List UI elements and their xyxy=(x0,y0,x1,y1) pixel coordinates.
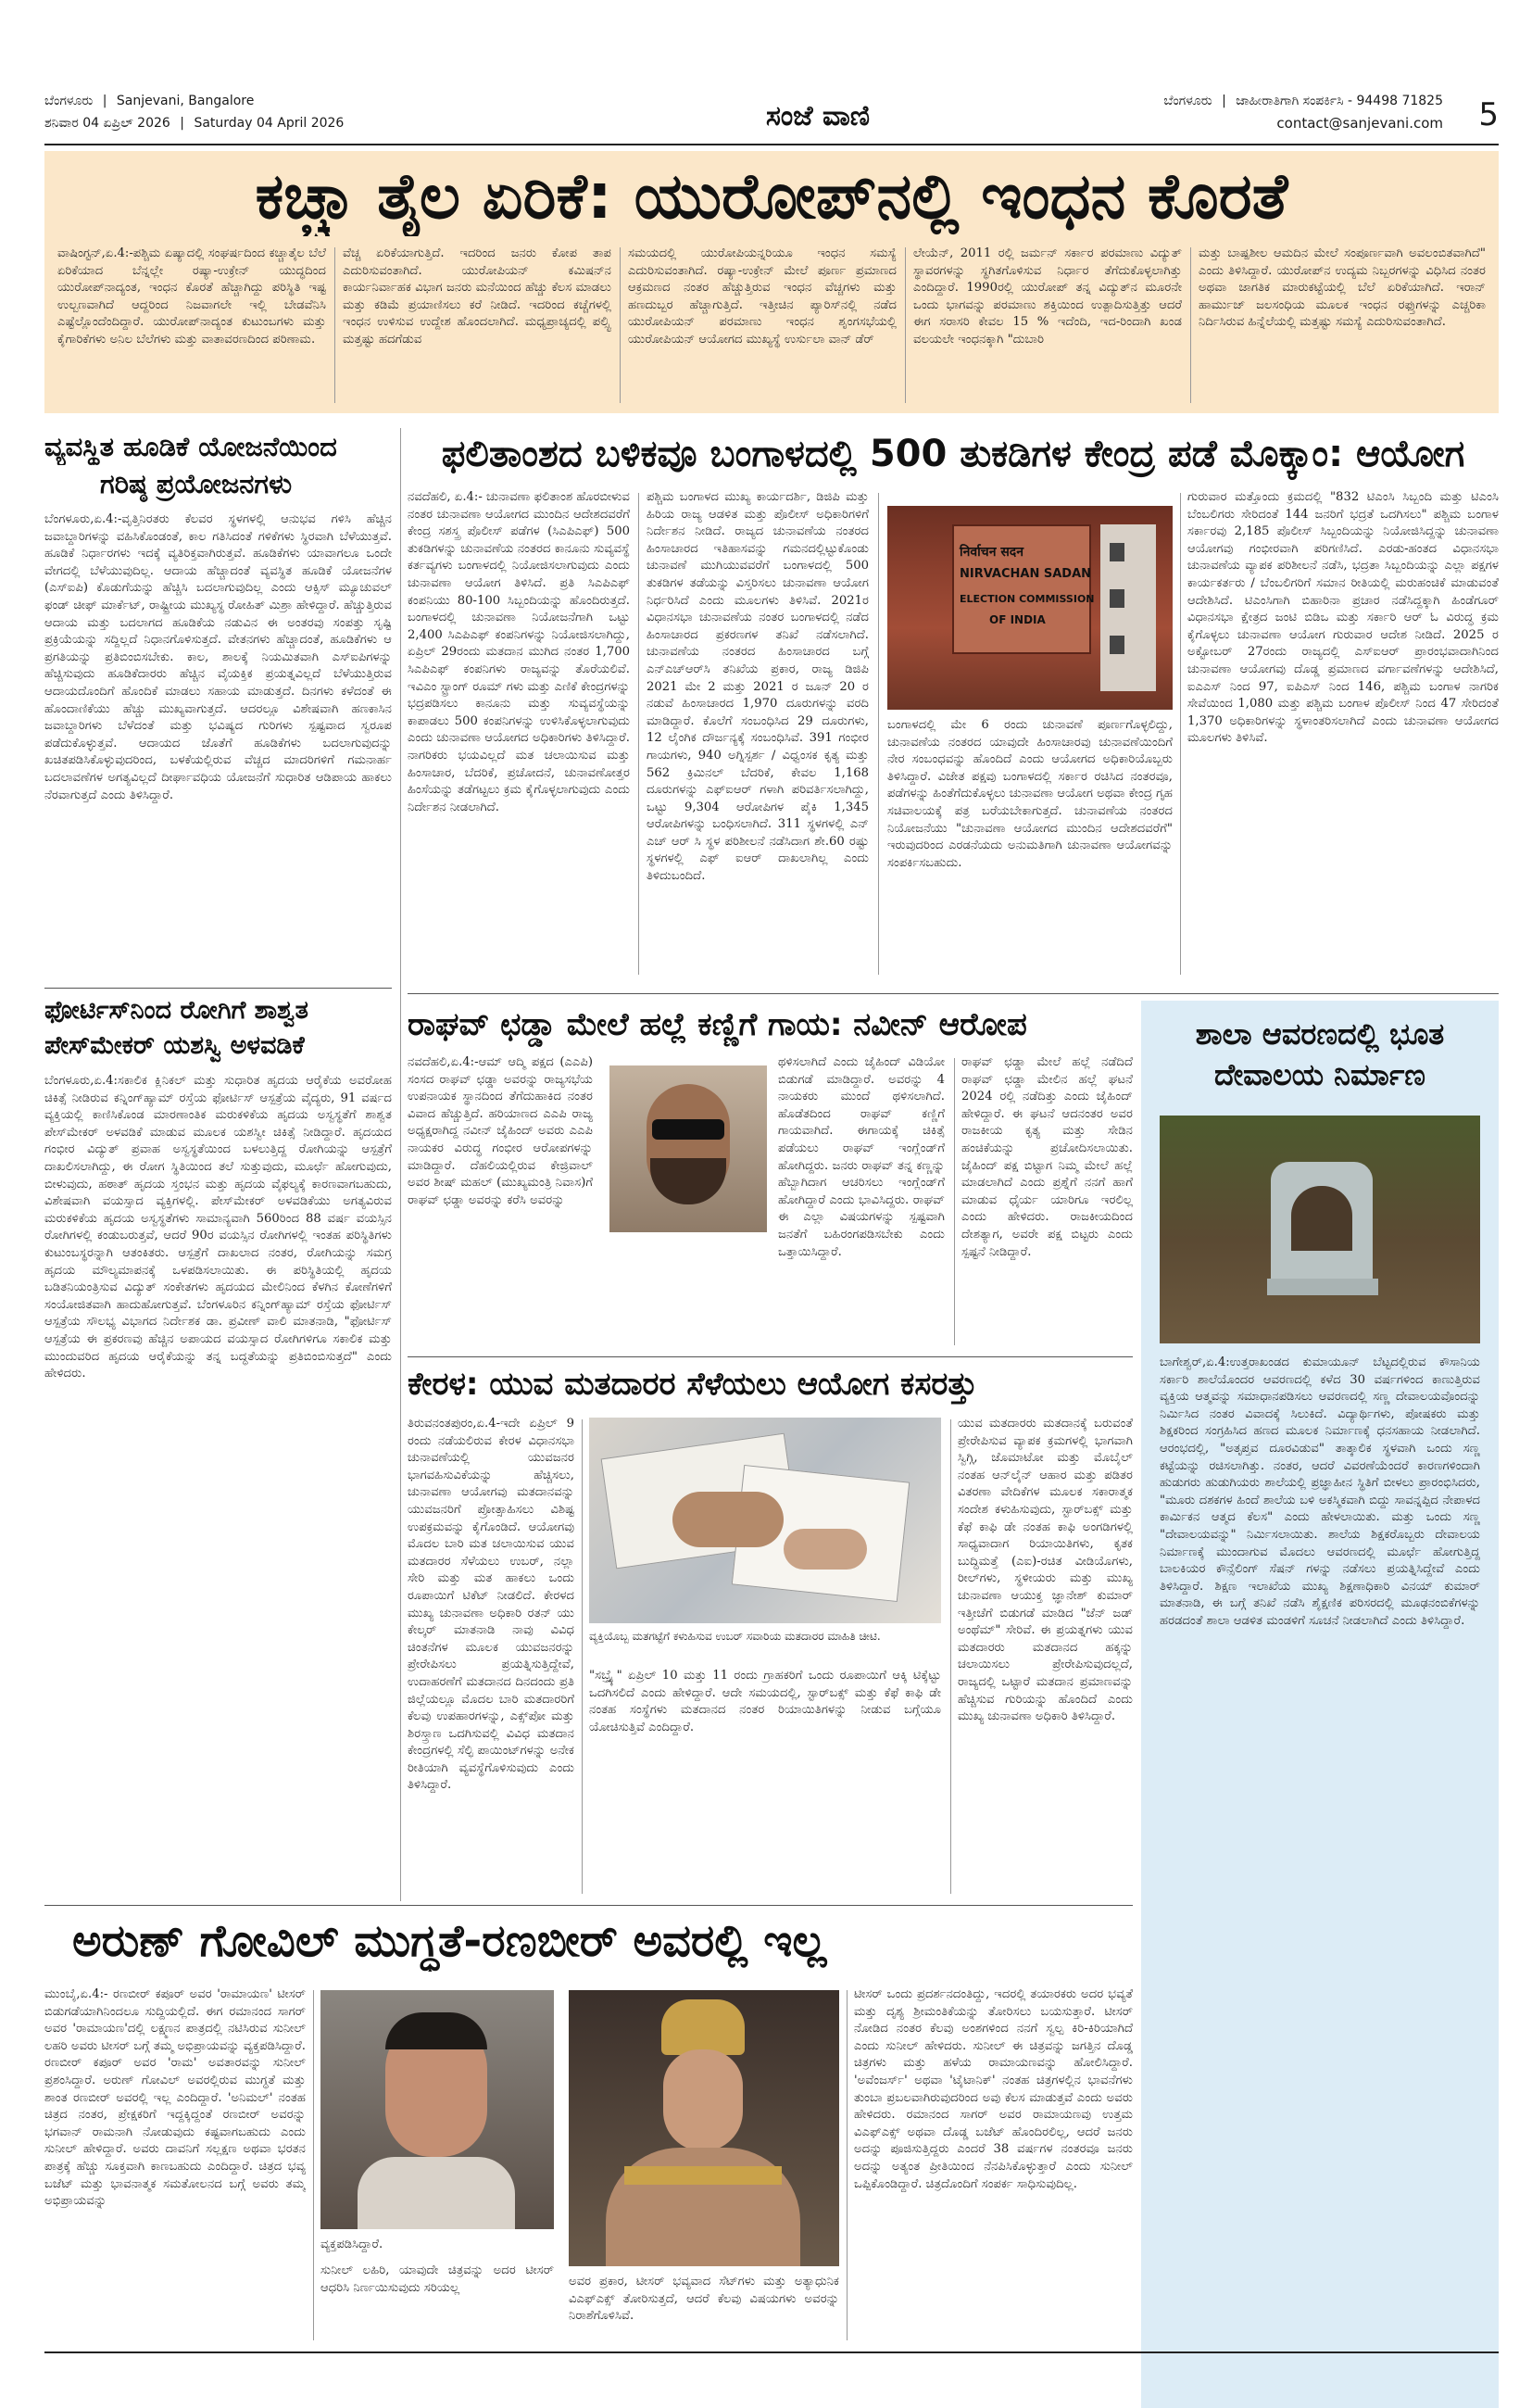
masthead-rule xyxy=(44,144,1499,145)
temple-headline-1: ಶಾಲಾ ಆವರಣದಲ್ಲಿ ಭೂತ xyxy=(1195,1016,1445,1052)
masthead-date-en: Saturday 04 April 2026 xyxy=(194,116,345,131)
lead-col-4: ಲೇಯೆನ್, 2011 ರಲ್ಲಿ ಜರ್ಮನ್ ಸರ್ಕಾರ ಪರಮಾಣು ವಿದ್ಯುತ್ ಸ್ಥಾವರಗಳನ್ನು ಸ್ಥಗಿತಗೊಳಿಸುವ ನಿರ್ಧಾರ ತೆಗೆದುಕೊಳ್ಳಲಾಗಿತ್ತು ಎಂದಿದ್ದಾರೆ. 1990ರಲ್ಲಿ ಯುರೋಪ್ ತನ್ನ ವಿದ್ಯುತ್‌ನ ಮೂರನೇ ಒಂದು ಭಾಗವನ್ನು ಪರಮಾಣು ಶಕ್ತಿಯಿಂದ ಉತ್ಪಾದಿಸುತ್ತಿತ್ತು ಆದರೆ ಈಗ ಸರಾಸರಿ ಕೇವಲ 15 % ಇದೆಂದಿ, ಇದ-ರಿಂದಾಗಿ ಖಂಡ ವಲಯಲೇ ಇಂಧನಕ್ಕಾಗಿ "ದುಬಾರಿ xyxy=(913,246,1182,347)
masthead-city-right: ಬೆಂಗಳೂರು xyxy=(1163,94,1212,108)
arun-story xyxy=(44,1910,1133,2346)
kerala-photo xyxy=(589,1418,941,1623)
photo-sign-en-1: NIRVACHAN SADAN xyxy=(960,567,1092,581)
photo-sign-hindi: निर्वाचन सदन xyxy=(960,545,1024,560)
arun-headline: ಅರುಣ್ ಗೋವಿಲ್ ಮುಗ್ಧತೆ-ರಣಬೀರ್ ಅವರಲ್ಲಿ ಇಲ್ಲ xyxy=(72,1915,827,1967)
masthead-paper-name: Sanjevani, Bangalore xyxy=(116,94,255,108)
kerala-col-1: ತಿರುವನಂತಪುರಂ,ಏ.4-ಇದೇ ಏಪ್ರಿಲ್ 9 ರಂದು ನಡೆಯಲಿರುವ ಕೇರಳ ವಿಧಾನಸಭಾ ಚುನಾವಣೆಯಲ್ಲಿ ಯುವಜನರ ಭಾಗವಹಿಸುವಿಕೆಯನ್ನು ಹೆಚ್ಚಿಸಲು, ಚುನಾವಣಾ ಆಯೋಗವು ಮತದಾನವನ್ನು ಯುವಜನರಿಗೆ ಪ್ರೋತ್ಸಾಹಿಸಲು ವಿಶಿಷ್ಟ ಉಪಕ್ರಮವನ್ನು ಕೈಗೊಂಡಿದೆ. ಆಯೋಗವು ಮೊದಲ ಬಾರಿ ಮತ ಚಲಾಯಿಸುವ ಯುವ ಮತದಾರರ ಸೆಳೆಯಲು ಉಬರ್, ನಲ್ಲಾ ಸೇರಿ ಮತ್ತು ಮತ ಹಾಕಲು ಒಂದು ರೂಪಾಯಿಗೆ ಟಿಕೆಟ್ ನೀಡಲಿದೆ. ಕೇರಳದ ಮುಖ್ಯ ಚುನಾವಣಾ ಅಧಿಕಾರಿ ರತನ್ ಯು ಕೇಲ್ಕರ್ ಮಾತನಾಡಿ ನಾವು ವಿವಿಧ ಚಿಂತನೆಗಳ ಮೂಲಕ ಯುವಜನರನ್ನು ಪ್ರೇರೇಪಿಸಲು ಪ್ರಯತ್ನಿಸುತ್ತಿದ್ದೇವೆ, ಉದಾಹರಣೆಗೆ ಮತದಾನದ ದಿನದಂದು ಪ್ರತಿ ಜಿಲ್ಲೆಯಲ್ಲೂ ಮೊದಲ ಬಾರಿ ಮತದಾರರಿಗೆ ಕೆಲವು ಉಪಹಾರಗಳನ್ನು, ಎಕ್ಸ್‌ಪೋ ಮತ್ತು ಶಿರಸ್ತ್ರಾಣ ಒದಗಿಸುವಲ್ಲಿ ವಿವಿಧ ಮತದಾನ ಕೇಂದ್ರಗಳಲ್ಲಿ ಸೆಲ್ಫಿ ಪಾಯಿಂಟ್‌ಗಳನ್ನು ಅನೇಕ ರೀತಿಯಾಗಿ ವ್ಯವಸ್ಥೆಗೊಳಿಸುವುದು ಎಂದು ತಿಳಿಸಿದ್ದಾರೆ. xyxy=(408,1417,574,1793)
raghav-col-3: ರಾಘವ್ ಛಡ್ಡಾ ಮೇಲೆ ಹಲ್ಲೆ ನಡೆದಿದೆ ರಾಘವ್ ಛಡ್ಡಾ ಮೇಲಿನ ಹಲ್ಲೆ ಘಟನೆ 2024 ರಲ್ಲಿ ನಡೆದಿತ್ತು ಎಂದು ಜೈಹಿಂದ್ ಹೇಳಿದ್ದಾರೆ. ಈ ಘಟನೆ ಆದನಂತರ ಅವರ ರಾಜಕೀಯ ಕೃತ್ಯ ಮತ್ತು ಸೇಡಿನ ಹಂಚಿಕೆಯನ್ನು ಪ್ರಚೋದಿಸಲಾಯಿತು. ಜೈಹಿಂದ್ ಪಕ್ಷ ಬಿಟ್ಟಾಗ ನಿಮ್ಮ ಮೇಲೆ ಹಲ್ಲೆ ಮಾಡಲಾಗಿದೆ ಎಂದು ಪ್ರಶ್ನೆಗೆ ನನಗೆ ಹಾಗೆ ಮಾಡುವ ಧೈರ್ಯ ಯಾರಿಗೂ ಇರಲಿಲ್ಲ ಎಂದು ಹೇಳಿದರು. ರಾಜಕೀಯದಿಂದ ದೇಶತ್ಯಾಗ, ಅವರೇ ಪಕ್ಷ ಬಿಟ್ಟರು ಎಂದು ಸ್ಪಷ್ಟನೆ ನೀಡಿದ್ದಾರೆ. xyxy=(961,1055,1133,1259)
arun-col-1: ಮುಂಬೈ,ಏ.4:- ರಣಬೀರ್ ಕಪೂರ್ ಅವರ 'ರಾಮಾಯಣ' ಟೀಸರ್ ಬಿಡುಗಡೆಯಾಗಿನಿಂದಲೂ ಸುದ್ದಿಯಲ್ಲಿದೆ. ಈಗ ರಮಾನಂದ ಸಾಗರ್ ಅವರ 'ರಾಮಾಯಣ'ದಲ್ಲಿ ಲಕ್ಷ್ಮಣನ ಪಾತ್ರದಲ್ಲಿ ನಟಿಸಿರುವ ಸುನೀಲ್ ಲಹರಿ ಅವರು ಟೀಸರ್ ಬಗ್ಗೆ ತಮ್ಮ ಅಭಿಪ್ರಾಯವನ್ನು ವ್ಯಕ್ತಪಡಿಸಿದ್ದಾರೆ. ರಣಬೀರ್ ಕಪೂರ್ ಅವರ 'ರಾಮ' ಅವತಾರವನ್ನು ಸುನೀಲ್ ಪ್ರಶಂಸಿದ್ದಾರೆ. ಅರುಣ್ ಗೋವಿಲ್ ಅವರಲ್ಲಿರುವ ಮುಗ್ಧತೆ ಮತ್ತು ಶಾಂತ ರಣಬೀರ್ ಅವರಲ್ಲಿ ಇಲ್ಲ ಎಂದಿದ್ದಾರೆ. 'ಅನಿಮಲ್' ನಂತಹ ಚಿತ್ರದ ನಂತರ, ಪ್ರೇಕ್ಷಕರಿಗೆ ಇದ್ದಕ್ಕಿದ್ದಂತೆ ರಣಬೀರ್ ಅವರನ್ನು ಭಗವಾನ್ ರಾಮನಾಗಿ ನೋಡುವುದು ಕಷ್ಟವಾಗಬಹುದು ಎಂದು ಸುನೀಲ್ ಹೇಳಿದ್ದಾರೆ. ಅವರು ದಾವನಿಗೆ ಸಲ್ಲಕ್ಷಣ ಅಥವಾ ಭರತನ ಪಾತ್ರಕ್ಕೆ ಹೆಚ್ಚು ಸೂಕ್ತವಾಗಿ ಕಾಣಬಹುದು ಎಂದಿದ್ದಾರೆ. ಚಿತ್ರದ ಭವ್ಯ ಬಜೆಟ್ ಮತ್ತು ಭಾವನಾತ್ಮಕ ಸಮತೋಲನದ ಬಗ್ಗೆ ಅವರು ತಮ್ಮ ಅಭಿಪ್ರಾಯವನ್ನು xyxy=(44,1987,306,2209)
election-commission-photo xyxy=(887,506,1173,710)
arun-col-3: ಅವರ ಪ್ರಕಾರ, ಟೀಸರ್ ಭವ್ಯವಾದ ಸೆಟ್‌ಗಳು ಮತ್ತು ಅತ್ಯಾಧುನಿಕ ವಿಎಫ್‌ಎಕ್ಸ್ ತೋರಿಸುತ್ತದೆ, ಆದರೆ ಕೆಲವು ವಿಷಯಗಳು ಅವರನ್ನು ನಿರಾಶೆಗೊಳಿಸಿವೆ. xyxy=(569,2275,839,2324)
pacemaker-headline-1: ಫೋರ್ಟಿಸ್‌ನಿಂದ ರೋಗಿಗೆ ಶಾಶ್ವತ xyxy=(44,996,308,1025)
kerala-caption: ವ್ಯಕ್ತಿಯೊಬ್ಬ ಮತಗಟ್ಟೆಗೆ ಕಳುಹಿಸುವ ಉಬರ್ ಸವಾರಿಯ ಮತದಾರರ ಮಾಹಿತಿ ಚೀಟಿ. xyxy=(589,1630,881,1643)
kerala-col-2: "ಸಬ್ಸ್ಕ್ರೈ" ಏಪ್ರಿಲ್ 10 ಮತ್ತು 11 ರಂದು ಗ್ರಾಹಕರಿಗೆ ಒಂದು ರೂಪಾಯಿಗೆ ಆಕ್ಕಿ ಟಿಕ್ಕೆಟ್ಟು ಒದಗಿಸಲಿದೆ ಎಂದು ಹೇಳಿದ್ದಾರೆ. ಆದೇ ಸಮಯದಲ್ಲಿ, ಸ್ಟಾರ್‌ಬಕ್ಸ್ ಮತ್ತು ಕೆಫೆ ಕಾಫಿ ಡೇ ನಂತಹ ಸಂಸ್ಥೆಗಳು ಮತದಾನದ ನಂತರ ರಿಯಾಯಿತಿಗಳನ್ನು ನೀಡುವ ಬಗ್ಗೆಯೂ ಯೋಚಿಸುತ್ತಿವೆ ಎಂದಿದ್ದಾರೆ. xyxy=(589,1669,941,1734)
page-bottom-rule xyxy=(44,2351,1499,2353)
kerala-story xyxy=(408,1360,1133,1901)
arun-col-4: ಟೀಸರ್ ಒಂದು ಪ್ರದರ್ಶನದಂತಿದ್ದು, ಇದರಲ್ಲಿ ತಯಾರಕರು ಅದರ ಭವ್ಯತೆ ಮತ್ತು ದೃಶ್ಯ ಶ್ರೀಮಂತಿಕೆಯನ್ನು ತೋರಿಸಲು ಬಯಸುತ್ತಾರೆ. ಟೀಸರ್ ನೋಡಿದ ನಂತರ ಕೆಲವು ಅಂಶಗಳಿಂದ ನನಗೆ ಸ್ವಲ್ಪ ಕಿರಿ-ಕಿರಿಯಾಗಿದೆ ಎಂದು ಸುನೀಲ್ ಹೇಳಿದರು. ಸುನೀಲ್ ಈ ಚಿತ್ರವನ್ನು ಜಗತ್ತಿನ ದೊಡ್ಡ ಚಿತ್ರಗಳು ಮತ್ತು ಹಳೆಯ ರಾಮಾಯಣವನ್ನು ಹೋಲಿಸಿದ್ದಾರೆ. 'ಅವೆಂಜರ್ಸ್' ಅಥವಾ 'ಟೈಟಾನಿಕ್' ನಂತಹ ಚಿತ್ರಗಳಲ್ಲಿನ ಭಾವನೆಗಳು ತುಂಬಾ ಪ್ರಬಲವಾಗಿರುವುದರಿಂದ ಅವು ಕೆಲಸ ಮಾಡುತ್ತವೆ ಎಂದು ಅವರು ಹೇಳಿದರು. ರಮಾನಂದ ಸಾಗರ್ ಅವರ ರಾಮಾಯಣವು ಉತ್ತಮ ವಿಎಫ್‌ಎಕ್ಸ್ ಅಥವಾ ದೊಡ್ಡ ಬಜೆಟ್ ಹೊಂದಿರಲಿಲ್ಲ, ಆದರೆ ಜನರು ಅದನ್ನು ಪೂಜಿಸುತ್ತಿದ್ದರು ಎಂದರೆ 38 ವರ್ಷಗಳ ನಂತರವೂ ಜನರು ಅದನ್ನು ಅತ್ಯಂತ ಪ್ರೀತಿಯಿಂದ ನೆನಪಿಸಿಕೊಳ್ಳುತ್ತಾರೆ ಎಂದು ಸುನೀಲ್ ಒಪ್ಪಿಕೊಂಡಿದ್ದಾರೆ. ಚಿತ್ರದೊಂದಿಗೆ ಸಂಪರ್ಕ ಸಾಧಿಸುವುದಿಲ್ಲ. xyxy=(854,1987,1133,2191)
kerala-col-3: ಯುವ ಮತದಾರರು ಮತದಾನಕ್ಕೆ ಬರುವಂತೆ ಪ್ರೇರೇಪಿಸುವ ವ್ಯಾಪಕ ಕ್ರಮಗಳಲ್ಲಿ ಭಾಗವಾಗಿ ಸ್ವಿಗ್ಗಿ, ಜೊಮಾಟೋ ಮತ್ತು ಮೊಬೈಲ್ ನಂತಹ ಆನ್‌ಲೈನ್ ಆಹಾರ ಮತ್ತು ಪಡಿತರ ವಿತರಣಾ ವೇದಿಕೆಗಳ ಮೂಲಕ ಸಕಾರಾತ್ಮಕ ಸಂದೇಶ ಕಳುಹಿಸುವುದು, ಸ್ಟಾರ್‌ಬಕ್ಸ್ ಮತ್ತು ಕೆಫೆ ಕಾಫಿ ಡೇ ನಂತಹ ಕಾಫಿ ಅಂಗಡಿಗಳಲ್ಲಿ ಸಾಧ್ಯವಾದಾಗ ರಿಯಾಯಿತಿಗಳು, ಕೃತಕ ಬುದ್ಧಿಮತ್ತೆ (ಎಐ)-ರಚಿತ ವೀಡಿಯೊಗಳು, ರೀಲ್‌ಗಳು, ಸ್ಥಳೀಯರು ಮತ್ತು ಮುಖ್ಯ ಚುನಾವಣಾ ಆಯುಕ್ತ ಜ್ಞಾನೇಶ್ ಕುಮಾರ್ ಇತ್ತೀಚೆಗೆ ಬಿಡುಗಡೆ ಮಾಡಿದ "ಜೆನ್ ಜಡ್ ಅಂಥೆಮ್" ಸೇರಿವೆ. ಈ ಪ್ರಯತ್ನಗಳು ಯುವ ಮತದಾರರು ಮತದಾನದ ಹಕ್ಕನ್ನು ಚಲಾಯಿಸಲು ಪ್ರೇರೇಪಿಸುವುದಲ್ಲದೆ, ರಾಜ್ಯದಲ್ಲಿ ಒಟ್ಟಾರೆ ಮತದಾನ ಪ್ರಮಾಣವನ್ನು ಹೆಚ್ಚಿಸುವ ಗುರಿಯನ್ನು ಹೊಂದಿದೆ ಎಂದು ಮುಖ್ಯ ಚುನಾವಣಾ ಅಧಿಕಾರಿ ತಿಳಿಸಿದ್ದಾರೆ. xyxy=(958,1417,1133,1724)
investment-body: ಬೆಂಗಳೂರು,ಏ.4:-ವೃತ್ತಿನಿರತರು ಕೆಲವರ ಸ್ಥಳಗಳಲ್ಲಿ ಆನುಭವ ಗಳಿಸಿ ಹೆಚ್ಚಿನ ಜವಾಬ್ದಾರಿಗಳನ್ನು ವಹಿಸಿಕೊಂಡಂತೆ, ಕಾಲ ಗತಿಸಿದಂತೆ ಗಳಿಕೆಗಳು ಸ್ಥಿರವಾಗಿ ಬೆಳೆಯುತ್ತವೆ. ಹೂಡಿಕೆ ನಿರ್ಧಾರಗಳು ಇದಕ್ಕೆ ವ್ಯತಿರಿಕ್ತವಾಗಿರುತ್ತವೆ. ಹೂಡಿಕೆಗಳು ಯಾವಾಗಲೂ ಒಂದೇ ವೇಗದಲ್ಲಿ ಬೆಳೆಯುವುದಿಲ್ಲ. ಆದಾಯ ಹೆಚ್ಚಾದಂತೆ ವ್ಯವಸ್ಥಿತ ಹೂಡಿಕೆ ಯೋಜನೆಗಳ (ಎಸ್‌ಐಪಿ) ಕೊಡುಗೆಯನ್ನು ಹೆಚ್ಚಿಸಿ ಬದಲಾಗುವುದಿಲ್ಲ ಎಂದು ಆಕ್ಸಿಸ್ ಮ್ಯೂಚುವಲ್ ಫಂಡ್ ಚೀಫ್ ಮಾರ್ಕೆಟ್, ರಾಷ್ಟ್ರೀಯ ಮುಖ್ಯಸ್ಥ ರೋಹಿತ್ ಮಿಶ್ರಾ ಹೇಳಿದ್ದಾರೆ. ಹೆಚ್ಚುತ್ತಿರುವ ಆದಾಯ ಮತ್ತು ಬದಲಾಗದ ಹೂಡಿಕೆಯ ನಡುವಿನ ಈ ಅಂತರವು ಸಂಪತ್ತು ಸೃಷ್ಟಿ ಪ್ರಕ್ರಿಯೆಯನ್ನು ಸದ್ದಿಲ್ಲದೆ ನಿಧಾನಗೊಳಿಸುತ್ತದೆ. ವೇತನಗಳು ಹೆಚ್ಚಾದಂತೆ, ಹೂಡಿಕೆಗಳು ಆ ಪ್ರಗತಿಯನ್ನು ಪ್ರತಿಬಿಂಬಿಸಬೇಕು. ಕಾಲ, ಶಾಲಕ್ಕೆ ನಿಯಮಿತವಾಗಿ ಎಸ್‌ಐಪಿಗಳನ್ನು ಹೆಚ್ಚಿಸುವುದು ಹೂಡಿಕೆದಾರರು ಹೆಚ್ಚಿನ ವೈಯಕ್ತಿಕ ಪ್ರಯತ್ನವಿಲ್ಲದೆ ಬೆಳೆಯುತ್ತಿರುವ ಆದಾಯದೊಂದಿಗೆ ಹೊಂದಿಕೆ ಮಾಡಲು ಸಹಾಯ ಮಾಡುತ್ತದೆ. ದಿನಗಳು ಕಳೆದಂತೆ ಈ ಹೊಂದಾಣಿಕೆಯು ಹೆಚ್ಚು ಮುಖ್ಯವಾಗುತ್ತದೆ. ಆದರಲ್ಲೂ ವಿಶೇಷವಾಗಿ ಹಣಕಾಸಿನ ಜವಾಬ್ದಾರಿಗಳು ಬೆಳೆದಂತೆ ಮತ್ತು ಭವಿಷ್ಯದ ಗುರಿಗಳು ಸ್ಪಷ್ಟವಾದ ಸ್ವರೂಪ ಪಡೆದುಕೊಳ್ಳುತ್ತವೆ. ಆದಾಯದ ಜೊತೆಗೆ ಹೂಡಿಕೆಗಳು ಬದಲಾಗುವುದನ್ನು ಖಚಿತಪಡಿಸಿಕೊಳ್ಳುವುದರಿಂದ, ಬಳಕೆಯಲ್ಲಿರುವ ವೆಚ್ಚದ ಮಾದರಿಗಳಿಗೆ ಗಮನಾರ್ಹ ಬದಲಾವಣೆಗಳ ಅಗತ್ಯವಿಲ್ಲದೆ ದೀರ್ಘಾವಧಿಯ ಯೋಜನೆಗೆ ಸುಧಾರಿತ ಆಡಿಪಾಯ ಹಾಕಲು ನೆರವಾಗುತ್ತದೆ ಎಂದು ತಿಳಿಸಿದ್ದಾರೆ. xyxy=(44,512,392,802)
masthead-date-kn: ಶನಿವಾರ 04 ಏಪ್ರಿಲ್ 2026 xyxy=(44,116,170,131)
ranbir-photo xyxy=(569,1990,839,2266)
arun-col-2: ಸುನೀಲ್ ಲಹಿರಿ, ಯಾವುದೇ ಚಿತ್ರವನ್ನು ಅದರ ಟೀಸರ್ ಆಧರಿಸಿ ನಿರ್ಣಯಿಸುವುದು ಸರಿಯಲ್ಲ xyxy=(320,2263,554,2295)
investment-story xyxy=(44,428,392,982)
pacemaker-story xyxy=(44,993,392,1901)
raghav-photo xyxy=(609,1065,767,1232)
masthead-ad-contact: ಜಾಹೀರಾತಿಗಾಗಿ ಸಂಪರ್ಕಿಸಿ - 94498 71825 xyxy=(1236,94,1443,108)
lead-col-3: ಸಮಯದಲ್ಲಿ ಯುರೋಪಿಯನ್ನರಿಯೂ ಇಂಧನ ಸಮಸ್ಯೆ ಎದುರಿಸುವಂತಾಗಿದೆ. ರಷ್ಯಾ-ಉಕ್ರೇನ್ ಮೇಲೆ ಪೂರ್ಣ ಪ್ರಮಾಣದ ಆಕ್ರಮಣದ ನಂತರ ಹೆಚ್ಚುತ್ತಿರುವ ಇಂಧನ ವೆಚ್ಚಗಳು ಮತ್ತು ಹಣದುಬ್ಬರ ಹೆಚ್ಚಾಗುತ್ತಿದೆ. ಇತ್ತೀಚಿನ ಪ್ಯಾರಿಸ್‌ನಲ್ಲಿ ನಡೆದ ಯುರೋಪಿಯನ್ ಪರಮಾಣು ಇಂಧನ ಶೃಂಗಸಭೆಯಲ್ಲಿ ಯುರೋಪಿಯನ್ ಆಯೋಗದ ಮುಖ್ಯಸ್ಥೆ ಉರ್ಸುಲಾ ವಾನ್ ಡೆರ್ xyxy=(628,246,897,347)
raghav-col-2: ಥಳಿಸಲಾಗಿದೆ ಎಂದು ಜೈಹಿಂದ್ ವಿಡಿಯೋ ಬಿಡುಗಡೆ ಮಾಡಿದ್ದಾರೆ. ಅವರನ್ನು 4 ನಾಯಕರು ಮುಂದೆ ಥಳಿಸಲಾಗಿದೆ. ಹೊಡೆತದಿಂದ ರಾಘವ್ ಕಣ್ಣಿಗೆ ಗಾಯವಾಗಿದೆ. ಈಗಾಯಕ್ಕೆ ಚಿಕಿತ್ಸೆ ಪಡೆಯಲು ರಾಘವ್ ಇಂಗ್ಲೆಂಡ್‌ಗೆ ಹೋಗಿದ್ದರು. ಜನರು ರಾಘವ್ ತನ್ನ ಕಣ್ಣನ್ನು ಹೆಬ್ಬಾಗಿದಾಗ ಆಚರಿಸಲು ಇಂಗ್ಲೆಂಡ್‌ಗೆ ಹೋಗಿದ್ದಾರೆ ಎಂದು ಭಾವಿಸಿದ್ದರು. ರಾಘವ್ ಈ ಎಲ್ಲಾ ವಿಷಯಗಳನ್ನು ಸ್ಪಷ್ಟವಾಗಿ ಜನತೆಗೆ ಬಹಿರಂಗಪಡಿಸಬೇಕು ಎಂದು ಒತ್ತಾಯಿಸಿದ್ದಾರೆ. xyxy=(778,1055,945,1259)
election-story xyxy=(408,428,1499,984)
lead-col-1: ವಾಷಿಂಗ್ಟನ್,ಏ.4:-ಪಶ್ಚಿಮ ಏಷ್ಯಾದಲ್ಲಿ ಸಂಘರ್ಷದಿಂದ ಕಚ್ಚಾತೈಲ ಬೆಲೆ ಏರಿಕೆಯಾದ ಬೆನ್ನಲ್ಲೇ ರಷ್ಯಾ-ಉಕ್ರೇನ್ ಯುದ್ಧದಿಂದ ಯುರೋಪ್‌ನಾದ್ಯಂತ, ಇಂಧನ ಕೊರತೆ ಹೆಚ್ಚಾಗಿದ್ದು ಪರಿಸ್ಥಿತಿ ಇಷ್ಟ ಉಲ್ಬಣವಾಗಿದೆ ಆದ್ದರಿಂದ ನಿಜವಾಗಲೇ ಇಲ್ಲಿ ಬೇಡವೆನಿಸಿ ಎಷ್ಟೆಲ್ಲೊಂದೆಂದಿದ್ದಾರೆ. ಯುರೋಪ್‌ನಾದ್ಯಂತ ಕುಟುಂಬಗಳು ಮತ್ತು ಕೈಗಾರಿಕೆಗಳು ಅನಿಲ ಬೆಲೆಗಳು ಮತ್ತು ವಾತಾವರಣದಿಂದ ಪರಿಣಾಮ. xyxy=(57,246,326,347)
election-col-3: ಬಂಗಾಳದಲ್ಲಿ ಮೇ 6 ರಂದು ಚುನಾವಣೆ ಪೂರ್ಣಗೊಳ್ಳಲಿದ್ದು, ಚುನಾವಣೆಯ ನಂತರದ ಯಾವುದೇ ಹಿಂಸಾಚಾರವು ಚುನಾವಣೆಯಿಂದಿಗೆ ನೇರ ಸಂಬಂಧವನ್ನು ಹೊಂದಿದೆ ಎಂದು ಆಯೋಗದ ಅಧಿಕಾರಿಯೊಬ್ಬರು ತಿಳಿಸಿದ್ದಾರೆ. ವಿಜೇತ ಪಕ್ಷವು ಬಂಗಾಳದಲ್ಲಿ ಸರ್ಕಾರ ರಚಿಸಿದ ನಂತರವೂ, ಪಡೆಗಳನ್ನು ಹಿಂತೆಗೆದುಕೊಳ್ಳಲು ಚುನಾವಣಾ ಆಯೋಗ ಅಥವಾ ಕೇಂದ್ರ ಗೃಹ ಸಚಿವಾಲಯಕ್ಕೆ ಪತ್ರ ಬರೆಯಬೇಕಾಗುತ್ತದೆ. ಚುನಾವಣೆಯ ನಂತರದ ನಿಯೋಜನೆಯು "ಚುನಾವಣಾ ಆಯೋಗದ ಮುಂದಿನ ಆದೇಶದವರೆಗೆ" ಇರುವುದರಿಂದ ಎರಡನೆಯದು ಅನುಮತಿಗಾಗಿ ಚುನಾವಣಾ ಆಯೋಗವನ್ನು ಸಂಪರ್ಕಿಸಬಹುದು. xyxy=(887,718,1173,870)
arun-govil-photo xyxy=(320,1990,554,2229)
pacemaker-headline-2: ಪೇಸ್‌ಮೇಕರ್ ಯಶಸ್ವಿ ಅಳವಡಿಕೆ xyxy=(44,1031,305,1060)
raghav-headline: ರಾಘವ್ ಛಡ್ಡಾ ಮೇಲೆ ಹಲ್ಲೆ ಕಣ್ಣಿಗೆ ಗಾಯ: ನವೀನ್ ಆರೋಪ xyxy=(408,1006,1027,1043)
election-col-4: ಗುರುವಾರ ಮತ್ತೊಂದು ಕ್ರಮದಲ್ಲಿ "832 ಟಿಎಂಸಿ ಸಿಬ್ಬಂದಿ ಮತ್ತು ಟಿಎಂಸಿ ಬೆಂಬಲಿಗರು ಸೇರಿದಂತೆ 144 ಜನರಿಗೆ ಭದ್ರತೆ ಒದಗಿಸಲು" ಪಶ್ಚಿಮ ಬಂಗಾಳ ಸರ್ಕಾರವು 2,185 ಪೊಲೀಸ್ ಸಿಬ್ಬಂದಿಯನ್ನು ನಿಯೋಜಿಸಿದ್ದನ್ನು ಚುನಾವಣಾ ಆಯೋಗವು ಗಂಭೀರವಾಗಿ ಪರಿಗಣಿಸಿದೆ. ಎರಡು-ಹಂತದ ವಿಧಾನಸಭಾ ಚುನಾವಣೆಯ ವ್ಯಾಪಕ ಪರಿಶೀಲನೆ ನಡೆಸಿ, ಭದ್ರತಾ ಸಿಬ್ಬಂದಿಯನ್ನು ಎಲ್ಲಾ ಪಕ್ಷಗಳ ಕಾರ್ಯಕರ್ತರು / ಬೆಂಬಲಿಗರಿಗೆ ಸಮಾನ ರೀತಿಯಲ್ಲಿ ಮರುಹಂಚಿಕೆ ಮಾಡುವಂತೆ ಆದೇಶಿಸಿದೆ. ಟಿಎಂಸಿಗಾಗಿ ಬಿಹಾರಿನಾ ಪ್ರಚಾರ ನಡೆಸಿದ್ದಕ್ಕಾಗಿ ಹಿಂಡೆಗೂರ್ ವಿಧಾನಸಭಾ ಕ್ಷೇತ್ರದ ಜಂಟಿ ಬಿಡಿಒ ಮತ್ತು ಸರ್ಕಾರಿ ಆರ್ ಓ ವಿರುದ್ಧ ಕ್ರಮ ಕೈಗೊಳ್ಳಲು ಚುನಾವಣಾ ಆಯೋಗ ಗುರುವಾರ ಆದೇಶ ನೀಡಿದೆ. 2025 ರ ಅಕ್ಟೋಬರ್ 27ರಂದು ರಾಜ್ಯದಲ್ಲಿ ಎಸ್‌ಐಆರ್ ಪ್ರಾರಂಭವಾದಾಗಿನಿಂದ ಚುನಾವಣಾ ಆಯೋಗವು ದೊಡ್ಡ ಪ್ರಮಾಣದ ವರ್ಗಾವಣೆಗಳನ್ನು ಆದೇಶಿಸಿದೆ, ಐಎಎಸ್ ನಿಂದ 97, ಐಪಿಎಸ್ ನಿಂದ 146, ಪಶ್ಚಿಮ ಬಂಗಾಳ ನಾಗರಿಕ ಸೇವೆಯಿಂದ 1,080 ಮತ್ತು ಪಶ್ಚಿಮ ಬಂಗಾಳ ಪೊಲೀಸ್ ನಿಂದ 47 ಸೇರಿದಂತೆ 1,370 ಅಧಿಕಾರಿಗಳನ್ನು ಸ್ಥಳಾಂತರಿಸಲಾಗಿದೆ ಎಂದು ಚುನಾವಣಾ ಆಯೋಗದ ಮೂಲಗಳು ತಿಳಿಸಿವೆ. xyxy=(1187,490,1499,746)
lead-col-2: ವೆಚ್ಚ ಏರಿಕೆಯಾಗುತ್ತಿದೆ. ಇದರಿಂದ ಜನರು ಕೋಪ ತಾಪ ಎದುರಿಸುವಂತಾಗಿದೆ. ಯುರೋಪಿಯನ್ ಕಮಿಷನ್‌ನ ಕಾರ್ಯನಿರ್ವಾಹಕ ವಿಭಾಗ ಜನರು ಮನೆಯಿಂದ ಹೆಚ್ಚು ಕೆಲಸ ಮಾಡಲು ಮತ್ತು ಕಡಿಮೆ ಪ್ರಯಾಣಿಸಲು ಕರೆ ನೀಡಿದೆ. ಇದರಿಂದ ಕಚ್ಚೆಗಳಲ್ಲಿ ಇಂಧನ ಉಳಿಸುವ ಉದ್ದೇಶ ಹೊಂದಲಾಗಿದೆ. ಮಧ್ಯಪ್ರಾಚ್ಯದಲ್ಲಿ ಪಲ್ಸ್ಟಿ ಮತ್ತಷ್ಟು ಹದಗೆಡುವ xyxy=(343,246,611,347)
masthead-city-left: ಬೆಂಗಳೂರು xyxy=(44,94,94,108)
investment-headline-2: ಗರಿಷ್ಠ ಪ್ರಯೋಜನಗಳು xyxy=(100,468,293,499)
masthead-email[interactable]: contact@sanjevani.com xyxy=(1276,115,1443,132)
temple-body: ಬಾಗೇಶ್ವರ್,ಏ.4:ಉತ್ತರಾಖಂಡದ ಕುಮಾಯೂನ್ ಬೆಟ್ಟದಲ್ಲಿರುವ ಕೌಸಾನಿಯ ಸರ್ಕಾರಿ ಶಾಲೆಯೊಂದರ ಆವರಣದಲ್ಲಿ ಕಳೆದ 30 ವರ್ಷಗಳಿಂದ ಕಾಣುತ್ತಿರುವ ವ್ಯಕ್ತಿಯ ಆತ್ಮವನ್ನು ಸಮಾಧಾನಪಡಿಸಲು ಆವರಣದಲ್ಲಿ ಸಣ್ಣ ದೇವಾಲಯವೊಂದನ್ನು ನಿರ್ಮಿಸಿದ ನಂತರ ವಿವಾದಕ್ಕೆ ಸಿಲುಕಿದೆ. ವಿದ್ಯಾರ್ಥಿಗಳು, ಪೋಷಕರು ಮತ್ತು ಶಿಕ್ಷಕರಿಂದ ಸಂಗ್ರಹಿಸಿದ ಹಣದ ಮೂಲಕ ನಿರ್ಮಾಣಕ್ಕೆ ಧನಸಹಾಯ ನೀಡಲಾಗಿದೆ. ಆರಂಭದಲ್ಲಿ, "ಅತೃಪ್ತವ ದೂರವಿಡುವ" ತಾತ್ಕಾಲಿಕ ಸ್ಥಳವಾಗಿ ಒಂದು ಸಣ್ಣ ಕಟ್ಟೆಯನ್ನು ರಚಿಸಲಾಗಿತ್ತು. ನಂತರ, ಆದರೆ ವಿವರಣೆಯೆಂದರೆ ಕಾರಣಗಳಿಂದಾಗಿ ಹುಡುಗರು ಹುಡುಗಿಯರು ಶಾಲೆಯಲ್ಲಿ ಪ್ರಜ್ಞಾಹೀನ ಸ್ಥಿತಿಗೆ ಬೀಳಲು ಪ್ರಾರಂಭಿಸಿದರು, "ಮೂರು ದಶಕಗಳ ಹಿಂದೆ ಶಾಲೆಯ ಬಳಿ ಅಕಸ್ಮಿಕವಾಗಿ ಬಿದ್ದು ಸಾವನ್ನಪ್ಪಿದ ನೇಪಾಳದ ಕಾರ್ಮಿಕನ ಆತ್ಮದ ಕೆಲಸ" ಎಂದು ಹೇಳಲಾಯಿತು. ಮತ್ತು ಒಂದು ಸಣ್ಣ "ದೇವಾಲಯವನ್ನು" ನಿರ್ಮಿಸಲಾಯಿತು. ಶಾಲೆಯ ಶಿಕ್ಷಕರೊಬ್ಬರು ದೇವಾಲಯ ನಿರ್ಮಾಣಕ್ಕೆ ಮುಂದಾಗುವ ಮೊದಲು ಆವರಣದಲ್ಲಿ ಮೂರ್ಛೆ ಹೋಗುತ್ತಿದ್ದ ಬಾಲಕಿಯರ ಕೌನ್ಸೆಲಿಂಗ್ ಸೆಷನ್ ಗಳನ್ನು ನಡೆಸಲು ಪ್ರಯತ್ನಿಸಿದ್ದೇವೆ ಎಂದು ತಿಳಿಸಿದ್ದಾರೆ. ಶಿಕ್ಷಣ ಇಲಾಖೆಯ ಮುಖ್ಯ ಶಿಕ್ಷಣಾಧಿಕಾರಿ ವಿನಯ್ ಕುಮಾರ್ ಮಾತನಾಡಿ, ಈ ಬಗ್ಗೆ ತನಿಖೆ ನಡೆಸಿ ಶೈಕ್ಷಣಿಕ ಪರಿಸರದಲ್ಲಿ ಮೂಢನಂಬಿಕೆಗಳನ್ನು ಹರಡದಂತೆ ಶಾಲಾ ಆಡಳಿತ ಮಂಡಳಿಗೆ ಸೂಚನೆ ನೀಡಲಾಗಿದೆ ಎಂದು ತಿಳಿಸಿದ್ದಾರೆ. xyxy=(1160,1355,1480,1628)
arun-caption: ವ್ಯಕ್ತಪಡಿಸಿದ್ದಾರೆ. xyxy=(320,2238,383,2251)
pacemaker-body: ಬೆಂಗಳೂರು,ಏ.4:ಸಕಾಲಿಕ ಕ್ಲಿನಿಕಲ್ ಮತ್ತು ಸುಧಾರಿತ ಹೃದಯ ಆರೈಕೆಯ ಅವರೋಹ ಚಿಕಿತ್ಸೆ ನೀಡಿರುವ ಕನ್ನಿಂಗ್‌ಹ್ಯಾಮ್ ರಸ್ತೆಯ ಫೋರ್ಟಿಸ್ ಆಸ್ಪತ್ರೆಯ ವೈದ್ಯರು, 91 ವರ್ಷದ ವ್ಯಕ್ತಿಯಲ್ಲಿ ಕಾಣಿಸಿಕೊಂಡ ಮಾರಣಾಂತಿಕ ಮರುಕಳಿಕೆಯ ಹೃದಯ ಅಸ್ವಸ್ಥತೆಗೆ ಶಾಶ್ವತ ಪೇಸ್‌ಮೇಕರ್ ಅಳವಡಿಕೆ ಮಾಡುವ ಮೂಲಕ ಯಶಸ್ವೀ ಚಿಕಿತ್ಸೆ ನೀಡಿದ್ದಾರೆ. ಹೃದಯದ ಗಂಭೀರ ವಿದ್ಯುತ್ ಪ್ರವಾಹ ಅಸ್ವಸ್ಥತೆಯಿಂದ ಬಳಲುತ್ತಿದ್ದ ರೋಗಿಯನ್ನು ಆಸ್ಪತ್ರೆಗೆ ದಾಖಲಿಸಲಾಗಿದ್ದು, ಈ ರೋಗ ಸ್ಥಿತಿಯಿಂದ ತಲೆ ಸುತ್ತುವುದು, ಮೂರ್ಛೆ ಹೋಗುವುದು, ಬೀಳುವುದು, ಹಠಾತ್ ಹೃದಯ ಸ್ತಂಭನ ಮತ್ತು ಹೃದಯ ವೈಫಲ್ಯಕ್ಕೆ ಕಾರಣವಾಗಬಹುದು, ವಿಶೇಷವಾಗಿ ವಯಸ್ಸಾದ ವ್ಯಕ್ತಿಗಳಲ್ಲಿ. ಪೇಸ್‌ಮೇಕರ್ ಅಳವಡಿಕೆಯು ಅಗತ್ಯವಿರುವ ಮರುಕಳಿಕೆಯ ಹೃದಯ ಅಸ್ವಸ್ಥತೆಗಳು ಸಾಮಾನ್ಯವಾಗಿ 560ರಿಂದ 88 ವರ್ಷ ವಯಸ್ಸಿನ ರೋಗಿಗಳಲ್ಲಿ ಕಂಡುಬರುತ್ತವೆ, ಆದರೆ 90ರ ವಯಸ್ಸಿನ ರೋಗಿಗಳಲ್ಲಿ ಇಂತಹ ಪರಿಸ್ಥಿತಿಗಳು ಕುಟುಂಬಸ್ಥರನ್ನಾಗಿ ಆತಂಕಿತರು. ಆಸ್ಪತ್ರೆಗೆ ದಾಖಲಾದ ನಂತರ, ರೋಗಿಯನ್ನು ಸಮಗ್ರ ಹೃದಯ ಮೌಲ್ಯಮಾಪನಕ್ಕೆ ಒಳಪಡಿಸಲಾಯಿತು. ಈ ಪರಿಸ್ಥಿತಿಯಲ್ಲಿ ಹೃದಯ ಬಡಿತನಿಯಂತ್ರಿಸುವ ವಿದ್ಯುತ್ ಸಂಕೇತಗಳು ಹೃದಯದ ಮೇಲಿನಿಂದ ಕೆಳಗಿನ ಕೋಣೆಗಳಿಗೆ ಸಂಯೋಜಿತವಾಗಿ ಹಾದುಹೋಗುತ್ತವೆ. ಬೆಂಗಳೂರಿನ ಕನ್ನಿಂಗ್‌ಹ್ಯಾಮ್ ರಸ್ತೆಯ ಫೋರ್ಟಿಸ್ ಆಸ್ಪತ್ರೆಯ ಸೌಲಭ್ಯ ವಿಭಾಗದ ನಿರ್ದೇಶಕ ಡಾ. ಪ್ರವೀಣ್ ವಾಲಿ ಮಾತನಾಡಿ, "ಫೋರ್ಟಿಸ್ ಆಸ್ಪತ್ರೆಯ ಈ ಪ್ರಕರಣವು ಹೆಚ್ಚಿನ ಅಪಾಯದ ವಯಸ್ಸಾದ ರೋಗಿಗಳಿಗೂ ಸಕಾಲಿಕ ಮತ್ತು ಮುಂದುವರಿದ ಹೃದಯ ಆರೈಕೆಯನ್ನು ತನ್ನ ಬದ್ಧತೆಯನ್ನು ಪ್ರತಿಬಿಂಬಿಸುತ್ತದೆ" ಎಂದು ಹೇಳಿದರು. xyxy=(44,1074,392,1381)
lead-headline: ಕಚ್ಚಾ ತೈಲ ಏರಿಕೆ: ಯುರೋಪ್‌ನಲ್ಲಿ ಇಂಧನ ಕೊರತೆ xyxy=(255,160,1288,233)
election-col-2: ಪಶ್ಚಿಮ ಬಂಗಾಳದ ಮುಖ್ಯ ಕಾರ್ಯದರ್ಶಿ, ಡಿಜಿಪಿ ಮತ್ತು ಹಿರಿಯ ರಾಜ್ಯ ಆಡಳಿತ ಮತ್ತು ಪೊಲೀಸ್ ಅಧಿಕಾರಿಗಳಿಗೆ ನಿರ್ದೇಶನ ನೀಡಿದೆ. ರಾಜ್ಯದ ಚುನಾವಣೆಯ ನಂತರದ ಹಿಂಸಾಚಾರದ ಇತಿಹಾಸವನ್ನು ಗಮನದಲ್ಲಿಟ್ಟುಕೊಂಡು ಚುನಾವಣೆ ಮುಗಿಯುವವರೆಗೆ ಬಂಗಾಳದಲ್ಲಿ 500 ತುಕಡಿಗಳ ತಡೆಯನ್ನು ವಿಸ್ತರಿಸಲು ಚುನಾವಣಾ ಆಯೋಗ ನಿರ್ಧರಿಸಿದೆ ಎಂದು ಮೂಲಗಳು ತಿಳಿಸಿವೆ. 2021ರ ವಿಧಾನಸಭಾ ಚುನಾವಣೆಯ ನಂತರ ಬಂಗಾಳದಲ್ಲಿ ನಡೆದ ಹಿಂಸಾಚಾರದ ಪ್ರಕರಣಗಳ ತನಿಖೆ ನಡೆಸಲಾಗಿದೆ. ಚುನಾವಣೆಯ ನಂತರದ ಹಿಂಸಾಚಾರದ ಬಗ್ಗೆ ಎನ್‌ಎಚ್‌ಆರ್‌ಸಿ ತನಿಖೆಯ ಪ್ರಕಾರ, ರಾಜ್ಯ ಡಿಜಿಪಿ 2021 ಮೇ 2 ಮತ್ತು 2021 ರ ಜೂನ್ 20 ರ ನಡುವೆ ಹಿಂಸಾಚಾರದ 1,970 ದೂರುಗಳನ್ನು ವರದಿ ಮಾಡಿದ್ದಾರೆ. ಕೊಲೆಗೆ ಸಂಬಂಧಿಸಿದ 29 ದೂರುಗಳು, 12 ಲೈಂಗಿಕ ದೌರ್ಜನ್ಯಕ್ಕೆ ಸಂಬಂಧಿಸಿವೆ. 391 ಗಂಭೀರ ಗಾಯಗಳು, 940 ಅಗ್ನಿಸ್ಪರ್ಶ / ವಿಧ್ವಂಸಕ ಕೃತ್ಯ ಮತ್ತು 562 ಕ್ರಿಮಿನಲ್ ಬೆದರಿಕೆ, ಕೇವಲ 1,168 ದೂರುಗಳನ್ನು ಎಫ್‌ಐಆರ್ ಗಳಾಗಿ ಪರಿವರ್ತಿಸಲಾಗಿದ್ದು, ಒಟ್ಟು 9,304 ಆರೋಪಿಗಳ ಪೈಕಿ 1,345 ಆರೋಪಿಗಳನ್ನು ಬಂಧಿಸಲಾಗಿದೆ. 311 ಸ್ಥಳಗಳಲ್ಲಿ ಎನ್ ಎಚ್ ಆರ್ ಸಿ ಸ್ಥಳ ಪರಿಶೀಲನೆ ನಡೆಸಿದಾಗ ಶೇ.60 ರಷ್ಟು ಸ್ಥಳಗಳಲ್ಲಿ ಎಫ್ ಐಆರ್ ದಾಖಲಾಗಿಲ್ಲ ಎಂದು ತಿಳಿದುಬಂದಿದೆ. xyxy=(647,490,869,884)
kerala-headline: ಕೇರಳ: ಯುವ ಮತದಾರರ ಸೆಳೆಯಲು ಆಯೋಗ ಕಸರತ್ತು xyxy=(408,1366,978,1403)
temple-photo xyxy=(1160,1116,1480,1343)
election-headline: ಫಲಿತಾಂಶದ ಬಳಿಕವೂ ಬಂಗಾಳದಲ್ಲಿ 500 ತುಕಡಿಗಳ ಕೇಂದ್ರ ಪಡೆ ಮೊಕ್ಕಾಂ: ಆಯೋಗ xyxy=(441,433,1465,475)
masthead: ಬೆಂಗಳೂರು | Sanjevani, Bangalore ಶನಿವಾರ 04 ಏಪ್ರಿಲ್ 2026 | Saturday 04 April 2026 ಸಂಜೆ ವಾಣಿ ಬೆಂಗಳೂರು | ಜಾಹೀರಾತಿಗಾಗಿ ಸಂಪರ್ಕಿಸಿ - 94498 71825 contact@sanjevani.com 5 xyxy=(44,94,1499,133)
masthead-logo: ಸಂಜೆ ವಾಣಿ xyxy=(765,100,871,132)
lead-story xyxy=(44,151,1499,413)
investment-headline-1: ವ್ಯವಸ್ಥಿತ ಹೂಡಿಕೆ ಯೋಜನೆಯಿಂದ xyxy=(44,431,337,462)
lead-col-5: ಮತ್ತು ಬಾಷ್ಪಶೀಲ ಆಮದಿನ ಮೇಲೆ ಸಂಪೂರ್ಣವಾಗಿ ಅವಲಂಬಿತವಾಗಿದೆ" ಎಂದು ತಿಳಿಸಿದ್ದಾರೆ. ಯುರೋಪ್‌ನ ಉದ್ಯಮ ನಿಬ್ಬರಗಳನ್ನು ವಿಧಿಸಿದ ನಂತರ ಅಥವಾ ಜಾಗತಿಕ ಮಾರುಕಟ್ಟೆಯಲ್ಲಿ ಬೆಲೆ ಏರಿಕೆಯಾಗಿದೆ. ಇರಾನ್ ಹಾರ್ಮುಜ್ ಜಲಸಂಧಿಯ ಮೂಲಕ ಇಂಧನ ರಫ್ತುಗಳನ್ನು ಎಚ್ಚರಿಕಾ ನಿರ್ದಿಸಿರುವ ಹಿನ್ನೆಲೆಯಲ್ಲಿ ಮತ್ತಷ್ಟು ಸಮಸ್ಯೆ ಎದುರಿಸುವಂತಾಗಿದೆ. xyxy=(1199,246,1486,330)
raghav-col-1: ನವದೆಹಲಿ,ಏ.4:-ಆಮ್ ಆದ್ಮಿ ಪಕ್ಷದ (ಎಎಪಿ) ಸಂಸದ ರಾಘವ್ ಛಡ್ಡಾ ಅವರನ್ನು ರಾಜ್ಯಸಭೆಯ ಉಪನಾಯಕ ಸ್ಥಾನದಿಂದ ತೆಗೆದುಹಾಕಿದ ನಂತರ ವಿವಾದ ಹೆಚ್ಚುತ್ತಿದೆ. ಹರಿಯಾಣದ ಎಎಪಿ ರಾಜ್ಯ ಅಧ್ಯಕ್ಷರಾಗಿದ್ದ ನವೀನ್ ಜೈಹಿಂದ್ ಅವರು ಎಎಪಿ ನಾಯಕರ ವಿರುದ್ಧ ಗಂಭೀರ ಆರೋಪಗಳನ್ನು ಮಾಡಿದ್ದಾರೆ. ದೆಹಲಿಯಲ್ಲಿರುವ ಕೇಜ್ರಿವಾಲ್ ಅವರ ಶೀಷ್ ಮಹಲ್ (ಮುಖ್ಯಮಂತ್ರಿ ನಿವಾಸ)ಗೆ ರಾಘವ್ ಛಡ್ಡಾ ಅವರನ್ನು ಕರೆಸಿ ಅವರನ್ನು xyxy=(408,1055,593,1207)
temple-headline-2: ದೇವಾಲಯ ನಿರ್ಮಾಣ xyxy=(1214,1057,1425,1092)
raghav-story xyxy=(408,1001,1133,1353)
photo-sign-en-2: ELECTION COMMISSION xyxy=(960,593,1095,605)
election-col-1: ನವದೆಹಲಿ, ಏ.4:- ಚುನಾವಣಾ ಫಲಿತಾಂಶ ಹೊರಬೀಳುವ ನಂತರ ಚುನಾವಣಾ ಆಯೋಗದ ಮುಂದಿನ ಆದೇಶದವರೆಗೆ ಕೇಂದ್ರ ಸಶಸ್ತ್ರ ಪೊಲೀಸ್ ಪಡೆಗಳ (ಸಿಎಪಿಎಫ್) 500 ತುಕಡಿಗಳನ್ನು ಚುನಾವಣೆಯ ನಂತರದ ಕಾನೂನು ಸುವ್ಯವಸ್ಥೆ ಕರ್ತವ್ಯಗಳು ಬಂಗಾಳದಲ್ಲಿ ನಿಯೋಜಿಸಲಾಗುವುದು ಎಂದು ಚುನಾವಣಾ ಆಯೋಗ ತಿಳಿಸಿದೆ. ಪ್ರತಿ ಸಿಎಪಿಎಫ್ ಕಂಪನಿಯು 80-100 ಸಿಬ್ಬಂದಿಯನ್ನು ಹೊಂದಿರುತ್ತದೆ. ಬಂಗಾಳದಲ್ಲಿ ಚುನಾವಣಾ ನಿಯೋಜನೆಗಾಗಿ ಒಟ್ಟು 2,400 ಸಿಎಪಿಎಫ್ ಕಂಪನಿಗಳನ್ನು ನಿಯೋಜಿಸಲಾಗಿದ್ದು, ಏಪ್ರಿಲ್ 29ರಂದು ಮತದಾನ ಮುಗಿದ ನಂತರ 1,700 ಸಿಎಪಿಎಫ್ ಕಂಪನಿಗಳು ರಾಜ್ಯವನ್ನು ತೊರೆಯಲಿವೆ. ಇವಿಎಂ ಸ್ಟ್ರಾಂಗ್ ರೂಮ್ ಗಳು ಮತ್ತು ಎಣಿಕೆ ಕೇಂದ್ರಗಳನ್ನು ಭದ್ರಪಡಿಸಲು ಕಾನೂನು ಮತ್ತು ಸುವ್ಯವಸ್ಥೆಯನ್ನು ಕಾಪಾಡಲು 500 ಕಂಪನಿಗಳನ್ನು ಉಳಿಸಿಕೊಳ್ಳಲಾಗುವುದು ಎಂದು ಚುನಾವಣಾ ಆಯೋಗದ ಅಧಿಕಾರಿಗಳು ತಿಳಿಸಿದ್ದಾರೆ. ನಾಗರಿಕರು ಭಯವಿಲ್ಲದೆ ಮತ ಚಲಾಯಿಸುವ ಮತ್ತು ಹಿಂಸಾಚಾರ, ಬೆದರಿಕೆ, ಪ್ರಚೋದನೆ, ಚುನಾವಣೋತ್ತರ ಹಿಂಸೆಯನ್ನು ತಡೆಗಟ್ಟಲು ಕ್ರಮ ಕೈಗೊಳ್ಳಲಾಗುವುದು ಎಂದು ನಿರ್ದೇಶನ ನೀಡಲಾಗಿದೆ. xyxy=(408,490,630,814)
page-number: 5 xyxy=(1478,96,1499,133)
temple-content xyxy=(1141,1001,1499,2408)
photo-sign-en-3: OF INDIA xyxy=(989,613,1046,626)
